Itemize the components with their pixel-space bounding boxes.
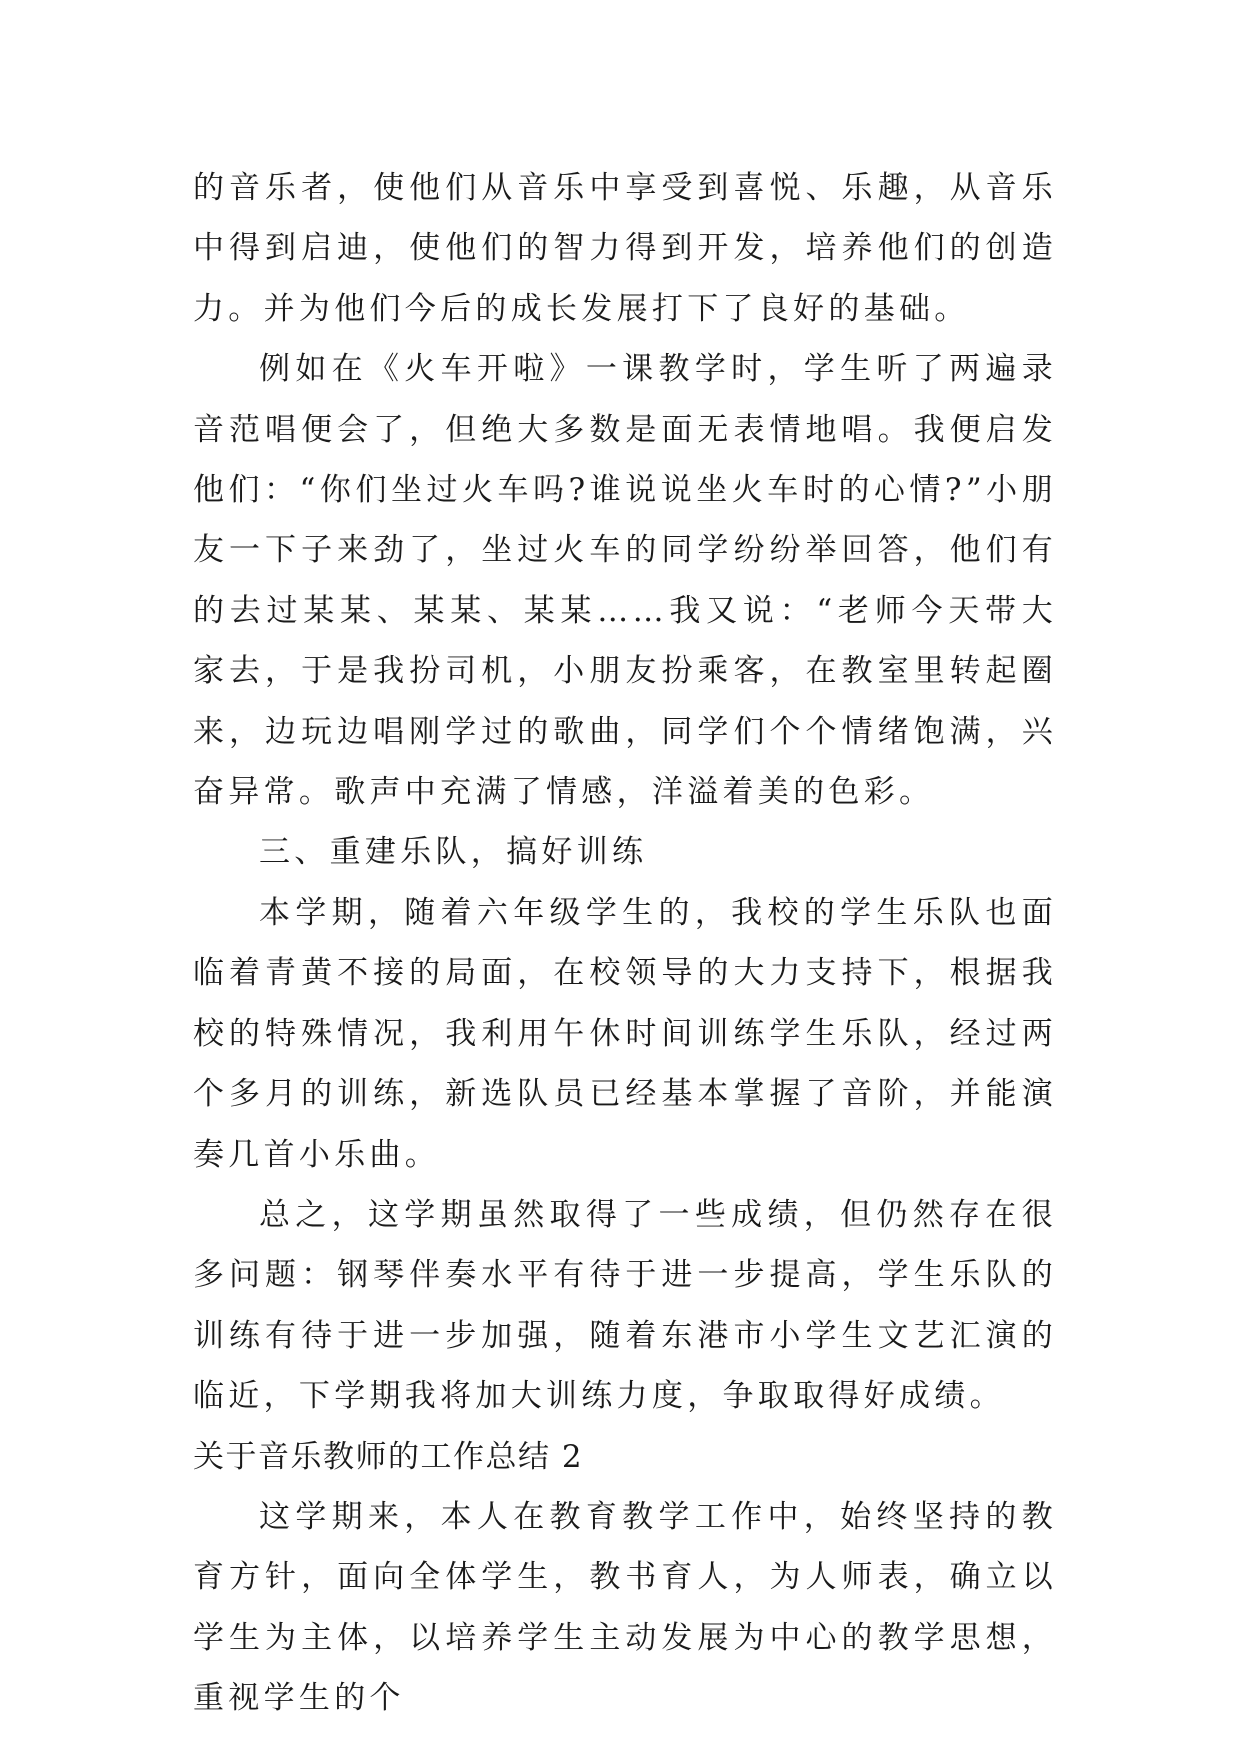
paragraph-2: 例如在《火车开啦》一课教学时，学生听了两遍录音范唱便会了，但绝大多数是面无表情地唱。我便启发他们：“你们坐过火车吗?谁说说坐火车时的心情?”小朋友一下子来劲了，坐过火车的同学纷纷举回答，他们有的去过某某、某某、某某……我又说：“老师今天带大家去，于是我扮司机，小朋友扮乘客，在教室里转起圈来，边玩边唱刚学过的歌曲，同学们个个情绪饱满，兴奋异常。歌声中充满了情感，洋溢着美的色彩。 bbox=[193, 351, 1057, 811]
paragraph-1: 的音乐者，使他们从音乐中享受到喜悦、乐趣，从音乐中得到启迪，使他们的智力得到开发，培养他们的创造力。并为他们今后的成长发展打下了良好的基础。 bbox=[193, 170, 1057, 327]
paragraph-5: 总之，这学期虽然取得了一些成绩，但仍然存在很多问题：钢琴伴奏水平有待于进一步提高，学生乐队的训练有待于进一步加强，随着东港市小学生文艺汇演的临近，下学期我将加大训练力度，争取取得好成绩。 bbox=[193, 1196, 1057, 1415]
section-title: 关于音乐教师的工作总结 2 bbox=[193, 1438, 584, 1475]
paragraph-4: 本学期，随着六年级学生的，我校的学生乐队也面临着青黄不接的局面，在校领导的大力支持下，根据我校的特殊情况，我利用午休时间训练学生乐队，经过两个多月的训练，新选队员已经基本掌握了音阶，并能演奏几首小乐曲。 bbox=[193, 894, 1057, 1173]
section-heading-3: 三、重建乐队，搞好训练 bbox=[259, 834, 648, 871]
document-page bbox=[193, 158, 1057, 1729]
paragraph-6: 这学期来，本人在教育教学工作中，始终坚持的教育方针，面向全体学生，教书育人，为人师表，确立以学生为主体，以培养学生主动发展为中心的教学思想，重视学生的个 bbox=[193, 1498, 1057, 1717]
